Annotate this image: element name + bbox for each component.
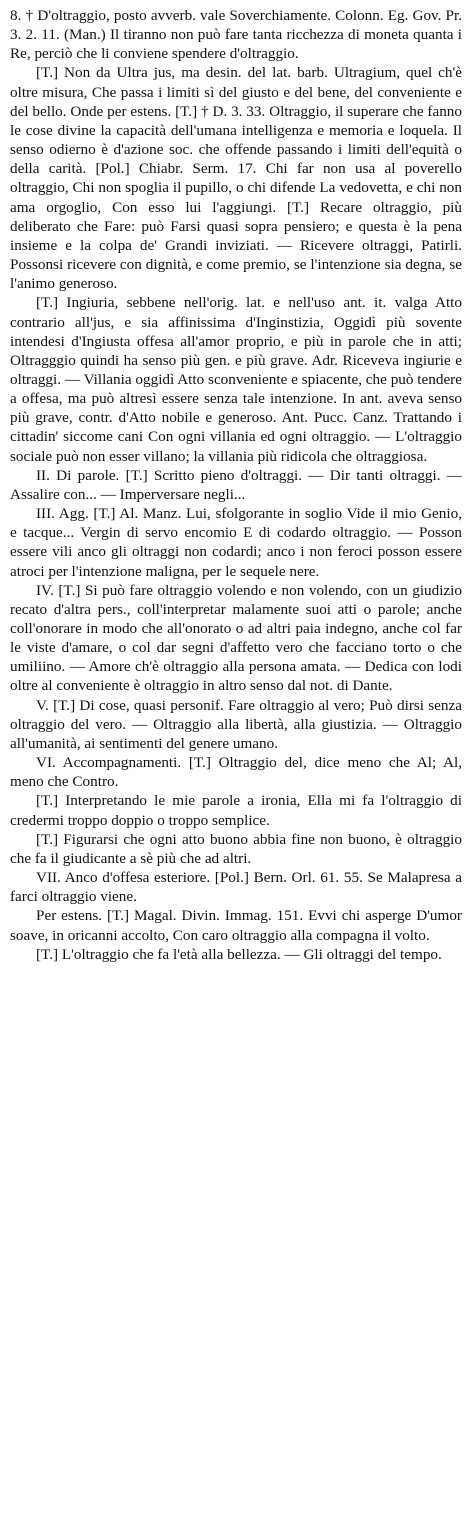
sense-III-paragraph: III. Agg. [T.] Al. Manz. Lui, sfolgorante in soglio Vide il mio Genio, e tacque... Vergin di servo encomio E di codardo oltraggio. — Posson essere vili anco gli oltraggi non codardi; anco i non feroci posson essere atroci per l'intenzione maligna, per le sequele nere. [10, 505, 462, 580]
sense-8-paragraph: 8. † D'oltraggio, posto avverb. vale Soverchiamente. Colonn. Eg. Gov. Pr. 3. 2. 11. (Man.) Il tiranno non può fare tanta ricchezza di moneta quanta i Re, perciò che li conviene spendere d'oltraggio. [10, 7, 462, 63]
sense-VI-example-a: [T.] Interpretando le mie parole a ironia, Ella mi fa l'oltraggio di credermi troppo doppio o troppo semplice. [10, 792, 462, 829]
entry-oltraggio [10, 6, 462, 964]
sense-II-paragraph: II. Di parole. [T.] Scritto pieno d'oltraggi. — Dir tanti oltraggi. — Assalire con... — Imperversare negli... [10, 466, 462, 503]
sense-VI-paragraph: VI. Accompagnamenti. [T.] Oltraggio del, dice meno che Al; Al, meno che Contro. [10, 754, 462, 791]
sense-V-paragraph: V. [T.] Di cose, quasi personif. Fare oltraggio al vero; Può dirsi senza oltraggio del vero. — Oltraggio alla libertà, alla giustizia. — Oltraggio all'umanità, ai sentimenti del genere umano. [10, 696, 462, 752]
ingiuria-paragraph: [T.] Ingiuria, sebbene nell'orig. lat. e nell'uso ant. it. valga Atto contrario all'jus, e sia affinissima d'Inginstizia, Oggidì più sovente intendesi d'Ingiusta offesa all'amor proprio, e più in parole che in atti; Oltragggio quindi ha senso più gen. e più grave. Adr. Riceveva ingiurie e oltraggi. — Villania oggidì Atto sconveniente e spiacente, che può tendere a offesa, ma può altresì essere senza tale intenzione. In ant. aveva senso più grave, contr. d'Atto nobile e generoso. Ant. Pucc. Canz. Trattando i cittadin' siccome cani Con ogni villania ed ogni oltraggio. — L'oltraggio sociale può non esser villano; la villania più ridicola che oltraggiosa. [10, 294, 462, 465]
sense-VI-example-b: [T.] Figurarsi che ogni atto buono abbia fine non buono, è oltraggio che fa il giudicante a sè più che ad altri. [10, 830, 462, 867]
sense-VII-paragraph: VII. Anco d'offesa esteriore. [Pol.] Bern. Orl. 61. 55. Se Malapresa a farci oltraggio viene. [10, 869, 462, 906]
sense-VII-example-a: Per estens. [T.] Magal. Divin. Immag. 151. Evvi chi asperge D'umor soave, in oricanni accolto, Con caro oltraggio alla compagna il volto. [10, 907, 462, 944]
sense-VII-example-b: [T.] L'oltraggio che fa l'età alla bellezza. — Gli oltraggi del tempo. [36, 945, 442, 963]
sense-IV-paragraph: IV. [T.] Si può fare oltraggio volendo e non volendo, con un giudizio recato d'altra pers., coll'interpretar malamente suoi atti o parole; anche coll'onorare in modo che all'onorato o ad altri paia indegno, anche col far le viste d'amare, o col dar segni d'affetto vero che facciano torto o che umiliino. — Amore ch'è oltraggio alla persona amata. — Dedica con lodi oltre al conveniente è oltraggio in altro senso dal not. di Dante. [10, 581, 462, 695]
etymology-paragraph: [T.] Non da Ultra jus, ma desin. del lat. barb. Ultragium, quel ch'è oltre misura, Che passa i limiti sì del giusto e del bene, del conveniente e del bello. Onde per estens. [T.] † D. 3. 33. Oltraggio, il superare che fanno le cose divine la capacità dell'umana intelligenza e memoria e loquela. Il senso odierno è d'azione soc. che offende passando i limiti dell'equità o della carità. [Pol.] Chiabr. Serm. 17. Chi far non usa al poverello oltraggio, Chi non spoglia il pupillo, o chi difende La vedovetta, e chi non ama orgoglio, Con esso lui l'aggiungi. [T.] Recare oltraggio, più deliberato che Fare: può Farsi quasi sopra pensiero; e questa è la pena insieme e la colpa de' Grandi inviziati. — Ricevere oltraggi, Patirli. Possonsi ricevere con dignità, e come premio, se l'intenzione sia degna, se l'animo generoso. [10, 64, 462, 293]
